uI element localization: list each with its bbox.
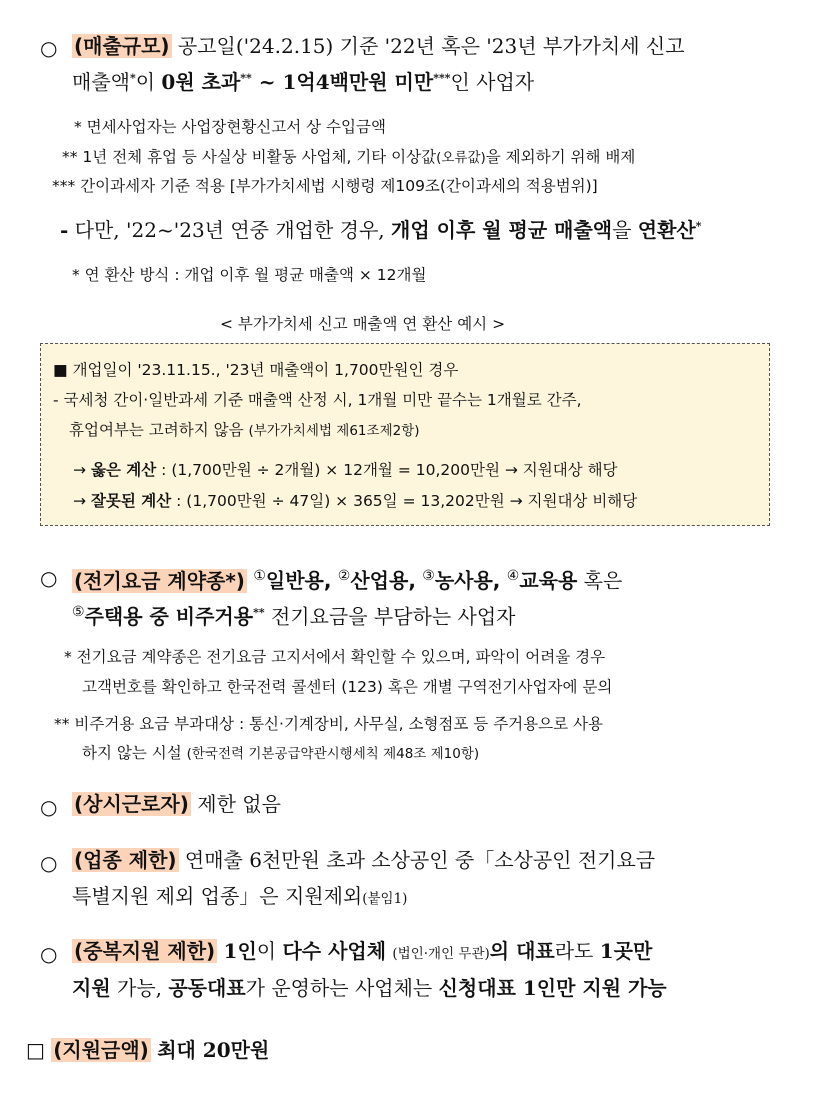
dash: - — [60, 218, 69, 242]
paren-note: (법인·개인 무관) — [392, 946, 490, 962]
num-mark: ② — [337, 568, 351, 584]
arrow-icon: → — [73, 461, 86, 479]
text-fragment: 다만, '22~'23년 연중 개업한 경우, — [74, 218, 385, 242]
wrong-calc — [73, 489, 637, 511]
sales-size-text: 공고일('24.2.15) 기준 '22년 혹은 '23년 부가가치세 신고 — [177, 34, 685, 58]
arrow-icon: → — [73, 492, 86, 510]
bullet: ○ — [40, 36, 58, 60]
example-line3 — [69, 418, 420, 440]
note-contract-type-2: 고객번호를 확인하고 한국전력 콜센터 (123) 혹은 개별 구역전기사업자에 문의 — [82, 678, 613, 696]
correct-calc — [73, 458, 618, 480]
text-fragment: 혹은 — [583, 568, 623, 593]
text-fragment: 가 운영하는 사업체는 — [245, 976, 433, 1000]
duplicate-tag: (중복지원 제한) — [74, 939, 216, 963]
industry-text: 연매출 6천만원 초과 소상공인 중「소상공인 전기요금 — [184, 848, 656, 872]
sales-amount-word: 매출액 — [72, 70, 130, 94]
footnote-mark: ** — [240, 71, 252, 85]
note-nonresidential-2 — [82, 742, 479, 765]
text-fragment: 이 — [256, 939, 277, 963]
footnote-mark: * — [695, 219, 702, 233]
type-industrial: 산업용, — [350, 568, 416, 593]
emphasis: 의 대표 — [489, 939, 555, 963]
emphasis: 지원 — [72, 976, 111, 1000]
note-tax-exempt: * 면세사업자는 사업장현황신고서 상 수입금액 — [74, 118, 386, 136]
type-agricultural: 농사용, — [434, 568, 501, 593]
support-amount-text: 최대 20만원 — [157, 1038, 270, 1062]
emphasis: 공동대표 — [168, 976, 246, 1000]
range-low: 0원 초과 — [161, 70, 241, 94]
type-general: 일반용, — [265, 568, 332, 593]
bullet: ○ — [40, 795, 58, 819]
note-paren: (오류값) — [436, 150, 486, 166]
footnote-mark: * — [129, 71, 136, 85]
contract-type-line2 — [72, 598, 516, 631]
checkbox-square: □ — [26, 1038, 45, 1062]
emphasis: 개업 이후 월 평균 매출액 — [391, 218, 613, 242]
num-mark: ⑤ — [72, 604, 85, 620]
sales-size-line2 — [72, 68, 534, 96]
correct-label: 옳은 계산 — [90, 461, 157, 479]
emphasis: 1인 — [223, 939, 257, 963]
calc-text: : (1,700만원 ÷ 47일) × 365일 = 13,202만원 → 지원대상 비해당 — [176, 492, 638, 510]
emphasis: 1곳만 — [599, 939, 653, 963]
sales-size-tag: (매출규모) — [74, 34, 170, 58]
duplicate-line1 — [72, 937, 652, 968]
note-simplified-tax: *** 간이과세자 기준 적용 [부가가치세법 시행령 제109조(간이과세의 적용범위)] — [52, 177, 598, 195]
num-mark: ① — [253, 568, 266, 584]
note-inactive — [62, 146, 635, 169]
duplicate-line2 — [72, 974, 667, 1002]
bullet: ○ — [40, 851, 58, 875]
law-ref: (부가가치세법 제61조제2항) — [248, 423, 420, 439]
support-amount-line — [26, 1036, 269, 1064]
text-fragment: 휴업여부는 고려하지 않음 — [69, 421, 244, 439]
text-fragment: 인 사업자 — [450, 70, 535, 94]
sales-size-line1 — [72, 32, 685, 60]
employees-tag: (상시근로자) — [74, 792, 189, 816]
industry-text: 특별지원 제외 업종」은 지원제외 — [72, 884, 363, 908]
emphasis: 다수 사업체 — [282, 939, 387, 963]
text-fragment: 라도 — [554, 939, 594, 963]
industry-line2 — [72, 882, 407, 913]
employees-text: 제한 없음 — [197, 792, 281, 816]
range-high: ~ 1억4백만원 미만 — [251, 70, 434, 94]
text-fragment: 전기요금을 부담하는 사업자 — [270, 604, 516, 629]
text-fragment: 을 — [612, 218, 632, 242]
type-residential-nonres: 주택용 중 비주거용 — [84, 604, 254, 629]
law-ref: (한국전력 기본공급약관시행세칙 제48조 제10항) — [186, 746, 480, 762]
note-text: 하지 않는 시설 — [82, 744, 182, 762]
example-box — [40, 343, 770, 526]
bullet: ○ — [40, 942, 58, 966]
example-line1: ■ 개업일이 '23.11.15., '23년 매출액이 1,700만원인 경우 — [53, 361, 459, 379]
note-text: ** 1년 전체 휴업 등 사실상 비활동 사업체, 기타 이상값 — [62, 148, 437, 166]
contract-type-tag: (전기요금 계약종*) — [74, 568, 245, 593]
note-nonresidential: ** 비주거용 요금 부과대상 : 통신·기계장비, 사무실, 소형점포 등 주거용으로 사용 — [54, 715, 603, 733]
num-mark: ③ — [422, 568, 435, 584]
example-caption: < 부가가치세 신고 매출액 연 환산 예시 > — [220, 315, 506, 333]
note-text: 을 제외하기 위해 배제 — [485, 148, 636, 166]
text-fragment: 가능, — [117, 976, 162, 1000]
calc-text: : (1,700만원 ÷ 2개월) × 12개월 = 10,200만원 → 지원대상 해당 — [161, 461, 618, 479]
example-line2: - 국세청 간이·일반과세 기준 매출액 산정 시, 1개월 미만 끝수는 1개월로 간주, — [53, 391, 582, 409]
contract-type-line1 — [72, 562, 622, 595]
industry-line1 — [72, 846, 655, 874]
annualize-line — [60, 216, 702, 244]
footnote-mark: ** — [253, 606, 265, 619]
num-mark: ④ — [506, 568, 520, 584]
industry-tag: (업종 제한) — [74, 848, 177, 872]
emphasis: 연환산 — [637, 218, 696, 242]
employees-line — [72, 790, 281, 818]
note-contract-type: * 전기요금 계약종은 전기요금 고지서에서 확인할 수 있으며, 파악이 어려울 경우 — [64, 648, 606, 666]
type-education: 교육용 — [519, 568, 578, 593]
emphasis: 신청대표 1인만 지원 가능 — [438, 976, 667, 1000]
support-amount-tag: (지원금액) — [53, 1038, 149, 1062]
bullet: ○ — [40, 566, 58, 590]
attachment-ref: (붙임1) — [362, 891, 408, 907]
note-annualize: * 연 환산 방식 : 개업 이후 월 평균 매출액 × 12개월 — [72, 266, 427, 284]
text-fragment: 이 — [135, 70, 156, 94]
footnote-mark: *** — [433, 71, 451, 85]
wrong-label: 잘못된 계산 — [90, 492, 172, 510]
